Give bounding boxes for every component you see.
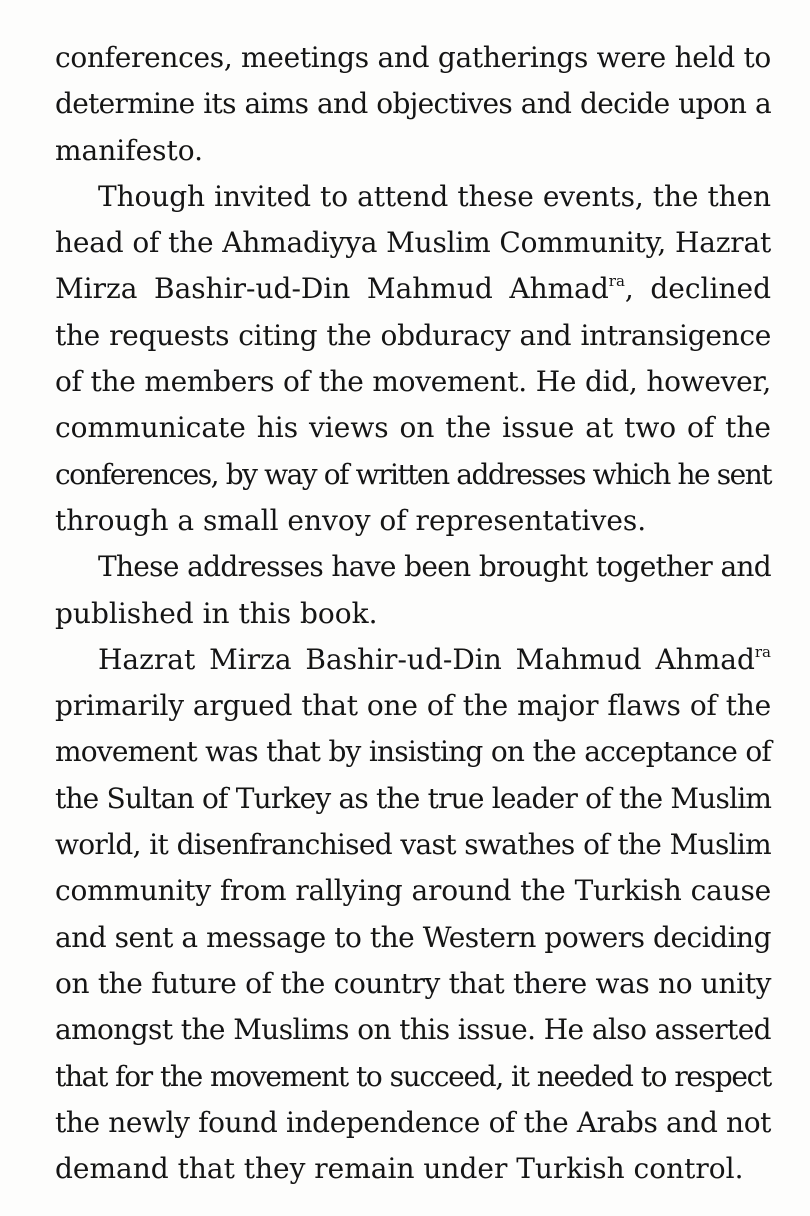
text-line: published in this book. [55,596,378,630]
text-line [55,266,771,312]
text-line: primarily argued that one of the major flaws of the [55,689,771,723]
paragraph [55,174,771,544]
text-line: movement was that by insisting on the acceptance of [55,735,771,769]
line-text: Mirza Bashir-ud-Din Mahmud Ahmad [55,272,609,306]
text-line: determine its aims and objectives and decide upon a [55,87,771,121]
text-line: conferences, meetings and gatherings were held to [55,41,771,74]
text-line: community from rallying around the Turkish cause [55,874,771,908]
text-line: that for the movement to succeed, it needed to respect [55,1059,771,1093]
paragraph [55,35,771,174]
text-line: the Sultan of Turkey as the true leader of the Muslim [55,781,772,815]
line-text: Hazrat Mirza Bashir-ud-Din Mahmud Ahmad [98,642,755,676]
text-line: on the future of the country that there was no unity [55,966,771,1000]
honorific-superscript: ra [754,642,771,661]
paragraph [55,637,771,1193]
text-line [55,637,771,683]
text-line: manifesto. [55,133,204,167]
line-text: , declined [624,272,771,306]
text-line: of the members of the movement. He did, however, [55,365,771,399]
paragraph [55,544,771,637]
text-line: through a small envoy of representatives. [55,503,647,537]
text-line: Though invited to attend these events, the then [98,179,771,213]
body-text [55,35,771,1192]
text-line: the requests citing the obduracy and intransigence [55,318,771,352]
text-line: world, it disenfranchised vast swathes of the Muslim [55,828,771,862]
text-line: and sent a message to the Western powers deciding [55,920,771,954]
text-line: demand that they remain under Turkish control. [55,1152,744,1186]
honorific-superscript: ra [608,272,625,291]
text-line: head of the Ahmadiyya Muslim Community, Hazrat [55,226,771,260]
text-line: These addresses have been brought together and [98,550,771,584]
text-line: amongst the Muslims on this issue. He also asserted [55,1013,771,1047]
text-line: conferences, by way of written addresses which he sent [55,457,771,491]
text-line: the newly found independence of the Arabs and not [55,1105,771,1139]
text-line: communicate his views on the issue at two of the [55,411,771,445]
